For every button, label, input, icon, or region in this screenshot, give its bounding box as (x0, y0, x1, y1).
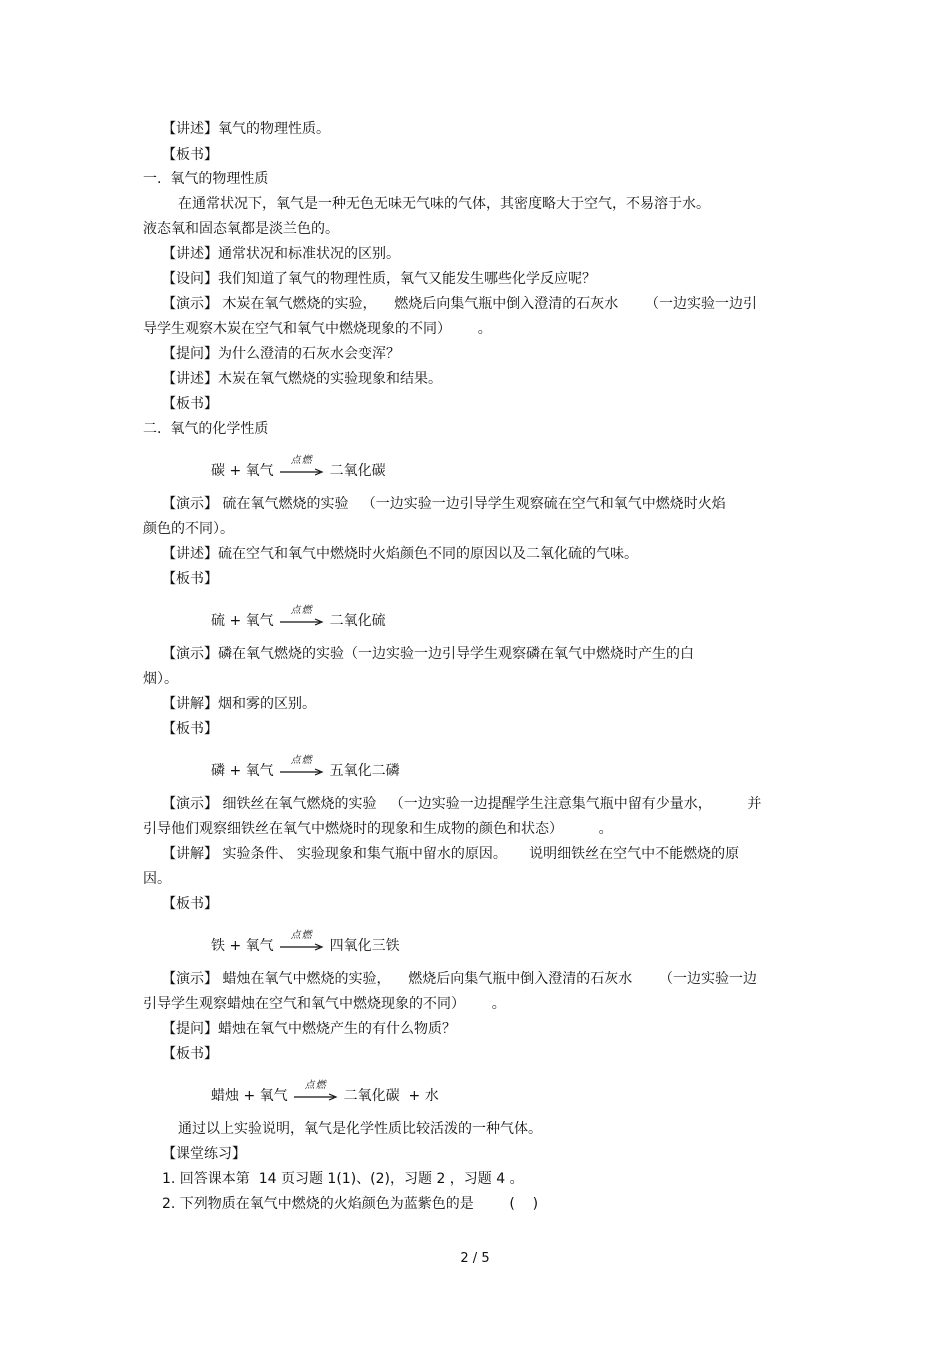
reactants: 硫 + 氧气 (211, 613, 274, 629)
text-line: 通过以上实验说明，氧气是化学性质比较活泼的一种气体。 (178, 1121, 542, 1137)
text-line: 【讲述】木炭在氧气燃烧的实验现象和结果。 (162, 371, 442, 387)
products: 二氧化硫 (329, 613, 386, 629)
text-line: 【演示】磷在氧气燃烧的实验（一边实验一边引导学生观察磷在氧气中燃烧时产生的白 (162, 646, 694, 662)
reaction-arrow-icon (280, 605, 324, 630)
text-line: 【板书】 (162, 721, 218, 737)
text-line: 【讲解】烟和雾的区别。 (162, 696, 316, 712)
page-number: 2 / 5 (460, 1251, 490, 1266)
text-line: 【讲述】硫在空气和氧气中燃烧时火焰颜色不同的原因以及二氧化硫的气味。 (162, 546, 638, 562)
reactants: 蜡烛 + 氧气 (211, 1088, 288, 1104)
text-line: 【演示】 硫在氧气燃烧的实验 （一边实验一边引导学生观察硫在空气和氧气中燃烧时火焰 (162, 496, 726, 512)
text-line: 因。 (143, 871, 171, 887)
text-line: 一. 氧气的物理性质 (143, 171, 269, 187)
reaction-condition: 点燃 (290, 930, 313, 941)
reaction-equation (211, 930, 400, 955)
text-line: 【讲解】 实验条件、 实验现象和集气瓶中留水的原因。 说明细铁丝在空气中不能燃烧的原 (162, 846, 740, 862)
text-line: 烟）。 (143, 671, 178, 687)
text-line: 引导学生观察蜡烛在空气和氧气中燃烧现象的不同） 。 (143, 996, 506, 1012)
reaction-arrow-icon (280, 930, 324, 955)
text-line: 【板书】 (162, 396, 218, 412)
text-line: 二. 氧气的化学性质 (143, 421, 269, 437)
text-line: 【提问】蜡烛在氧气中燃烧产生的有什么物质？ (162, 1021, 456, 1037)
text-line: 【板书】 (162, 571, 218, 587)
reaction-condition: 点燃 (304, 1080, 327, 1091)
text-line: 液态氧和固态氧都是淡兰色的。 (143, 221, 339, 237)
text-line: 【设问】我们知道了氧气的物理性质，氧气又能发生哪些化学反应呢？ (162, 271, 596, 287)
text-line: 【演示】 细铁丝在氧气燃烧的实验 （一边实验一边提醒学生注意集气瓶中留有少量水， 并 (162, 796, 762, 812)
text-line: 颜色的不同）。 (143, 521, 234, 537)
reactants: 磷 + 氧气 (211, 763, 274, 779)
products: 二氧化碳 (329, 463, 386, 479)
reaction-equation (211, 755, 400, 780)
products: 四氧化三铁 (329, 938, 400, 954)
reaction-condition: 点燃 (290, 755, 313, 766)
text-line: 1. 回答课本第 14 页习题 1(1)、(2)，习题 2 ，习题 4 。 (162, 1171, 524, 1187)
text-line: 【板书】 (162, 896, 218, 912)
reaction-arrow-icon (294, 1080, 338, 1105)
text-line: 在通常状况下，氧气是一种无色无味无气味的气体，其密度略大于空气，不易溶于水。 (178, 196, 710, 212)
reaction-equation (211, 1080, 439, 1105)
text-line: 【演示】 木炭在氧气燃烧的实验， 燃烧后向集气瓶中倒入澄清的石灰水 （一边实验一边引 (162, 296, 757, 312)
text-line: 【讲述】氧气的物理性质。 (162, 121, 330, 137)
reaction-arrow-icon (280, 455, 324, 480)
reaction-condition: 点燃 (290, 455, 313, 466)
text-line: 【板书】 (162, 1046, 218, 1062)
reaction-equation (211, 455, 386, 480)
text-line: 【提问】为什么澄清的石灰水会变浑？ (162, 346, 400, 362)
text-line: 导学生观察木炭在空气和氧气中燃烧现象的不同） 。 (143, 321, 492, 337)
text-line: 【演示】 蜡烛在氧气中燃烧的实验， 燃烧后向集气瓶中倒入澄清的石灰水 （一边实验一边 (162, 971, 757, 987)
text-line: 【板书】 (162, 147, 218, 163)
reactants: 碳 + 氧气 (211, 463, 274, 479)
reaction-arrow-icon (280, 755, 324, 780)
products: 五氧化二磷 (329, 763, 400, 779)
text-line: 2. 下列物质在氧气中燃烧的火焰颜色为蓝紫色的是 ( ) (162, 1196, 539, 1212)
text-line: 【讲述】通常状况和标准状况的区别。 (162, 246, 400, 262)
products: 二氧化碳 + 水 (343, 1088, 439, 1104)
reactants: 铁 + 氧气 (211, 938, 274, 954)
reaction-condition: 点燃 (290, 605, 313, 616)
text-line: 【课堂练习】 (162, 1146, 246, 1162)
text-line: 引导他们观察细铁丝在氧气中燃烧时的现象和生成物的颜色和状态） 。 (143, 821, 613, 837)
reaction-equation (211, 605, 386, 630)
